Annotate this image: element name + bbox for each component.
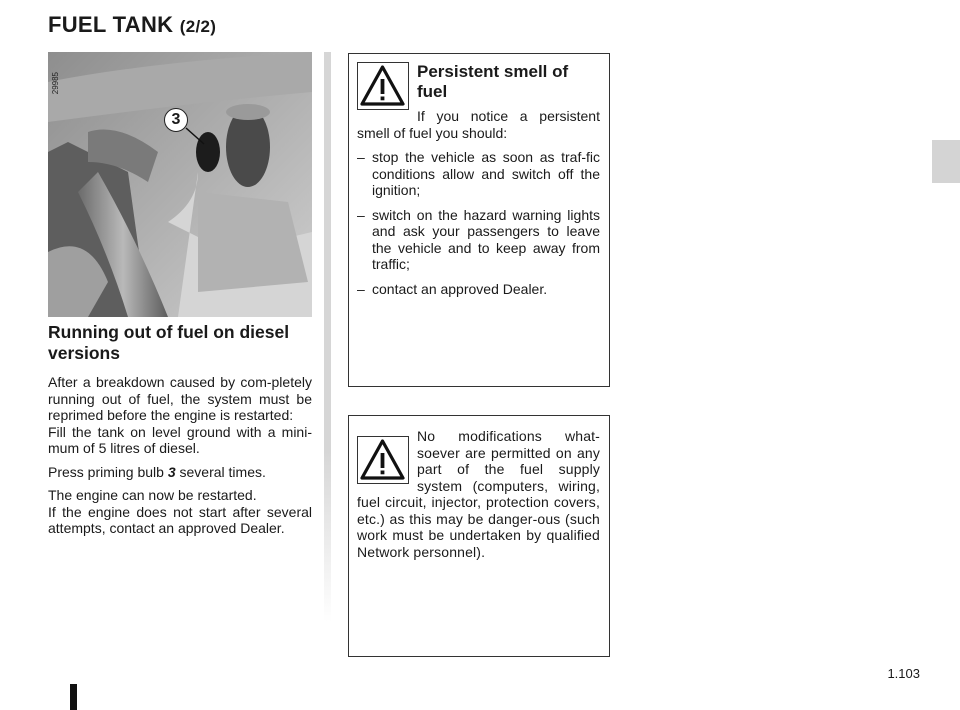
modifications-warning-text: No modifications what-soever are permitted on any part of the fuel supply system (computers, wiring, fuel circuit, injector, protection covers, etc.) as this may be danger-ous (such work must be undertaken by qualified Network personnel). bbox=[357, 428, 600, 560]
priming-text-after: several times. bbox=[175, 463, 266, 480]
list-item: – switch on the hazard warning lights and ask your passengers to leave the vehicle and to keep away from traffic; bbox=[357, 207, 600, 273]
warning-title: Persistent smell of fuel bbox=[417, 62, 569, 101]
list-item: – stop the vehicle as soon as traf-fic conditions allow and switch off the ignition; bbox=[357, 149, 600, 199]
warning-box-fuel-smell bbox=[348, 53, 610, 387]
page-title-subtitle: (2/2) bbox=[179, 17, 217, 36]
warning-list bbox=[357, 149, 600, 297]
engine-bay-illustration bbox=[48, 52, 312, 317]
corner-mark bbox=[70, 684, 77, 710]
paragraph-restart: The engine can now be restarted. bbox=[48, 487, 257, 503]
page-title bbox=[48, 12, 216, 38]
chapter-tab bbox=[932, 140, 960, 183]
paragraph-breakdown: After a breakdown caused by com-pletely running out of fuel, the system must be reprimed before the engine is restarted: bbox=[48, 374, 312, 423]
left-column bbox=[48, 322, 312, 544]
callout-3: 3 bbox=[164, 108, 188, 132]
engine-photo bbox=[48, 52, 312, 317]
warning-box-modifications bbox=[348, 415, 610, 657]
priming-bulb-ref: 3 bbox=[167, 463, 176, 480]
warning-triangle-icon bbox=[357, 436, 409, 484]
page-number: 1.103 bbox=[887, 666, 920, 681]
paragraph-dealer: If the engine does not start after several attempts, contact an approved Dealer. bbox=[48, 503, 312, 536]
priming-text-before: Press priming bulb bbox=[48, 463, 168, 480]
column-divider bbox=[324, 52, 331, 622]
paragraph-priming bbox=[48, 464, 312, 481]
list-item: – contact an approved Dealer. bbox=[357, 281, 600, 298]
figure-reference: 29985 bbox=[51, 72, 60, 95]
section-heading: Running out of fuel on diesel versions bbox=[48, 322, 290, 363]
warning-intro: If you notice a persistent smell of fuel you should: bbox=[357, 108, 600, 141]
warning-triangle-icon bbox=[357, 62, 409, 110]
page-title-text: FUEL TANK bbox=[48, 12, 174, 37]
paragraph-fill-tank: Fill the tank on level ground with a mini-mum of 5 litres of diesel. bbox=[48, 423, 312, 456]
